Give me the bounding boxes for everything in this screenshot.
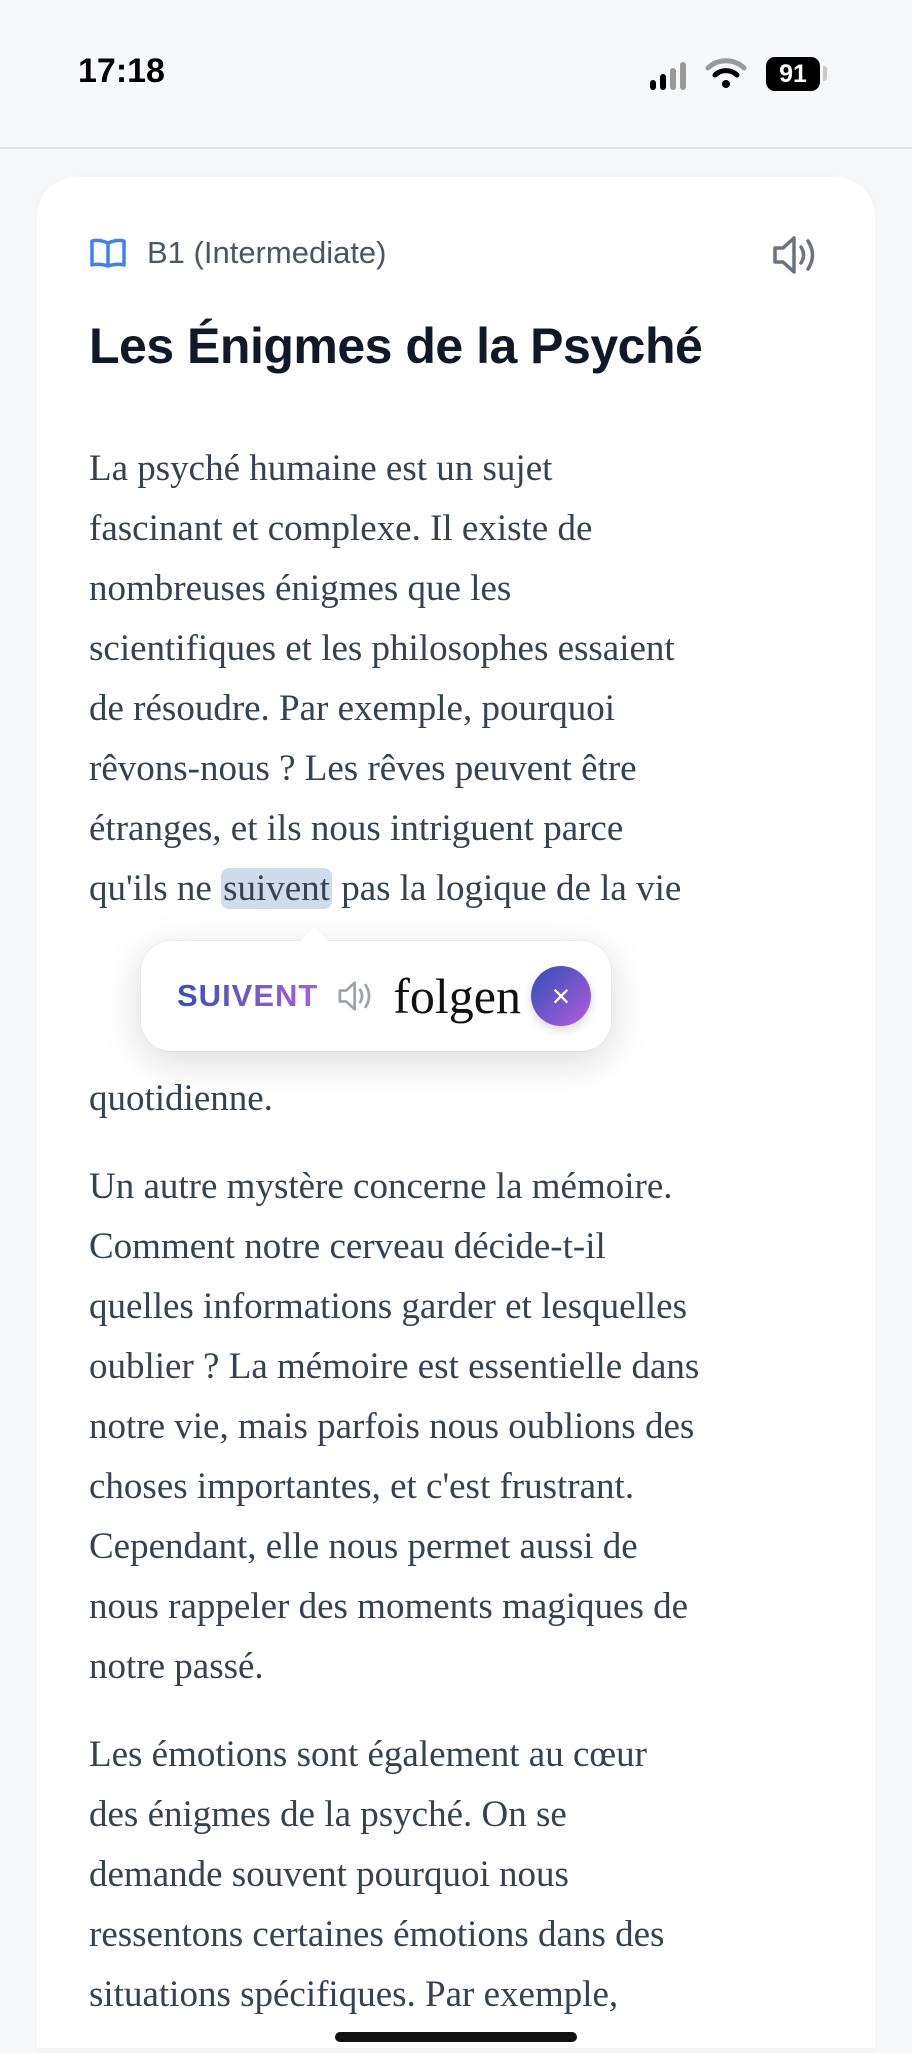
text-line: nombreuses énigmes que les: [89, 568, 512, 609]
story-title: Les Énigmes de la Psyché: [89, 318, 703, 374]
text-line: choses importantes, et c'est frustrant.: [89, 1466, 635, 1507]
text-line: demande souvent pourquoi nous: [89, 1854, 569, 1895]
translation-popup: [141, 941, 611, 1051]
highlighted-word[interactable]: suivent: [223, 868, 330, 909]
paragraph-3: [89, 1725, 869, 2025]
text-line: nous rappeler des moments magiques de: [89, 1586, 689, 1627]
signal-icon: [650, 60, 686, 90]
text-line: Les émotions sont également au cœur: [89, 1734, 647, 1775]
text-line: scientifiques et les philosophes essaient: [89, 628, 675, 669]
level-label: [89, 235, 387, 271]
text-line: ressentons certaines émotions dans des: [89, 1914, 665, 1955]
book-icon: [89, 237, 127, 269]
text-fragment: qu'ils ne: [89, 868, 222, 909]
story-card: [37, 177, 875, 2048]
text-line: Cependant, elle nous permet aussi de: [89, 1526, 638, 1567]
battery-tip: [823, 66, 827, 81]
popup-word: SUIVENT: [177, 978, 319, 1013]
wifi-icon: [705, 56, 747, 90]
text-line: rêvons-nous ? Les rêves peuvent être: [89, 748, 637, 789]
text-line: des énigmes de la psyché. On se: [89, 1794, 567, 1835]
speaker-icon[interactable]: [770, 233, 820, 277]
paragraph-1: [89, 439, 869, 1129]
status-time: 17:18: [78, 52, 165, 90]
text-line: situations spécifiques. Par exemple,: [89, 1974, 619, 2015]
text-line: La psyché humaine est un sujet: [89, 448, 553, 489]
text-line: fascinant et complexe. Il existe de: [89, 508, 593, 549]
text-line: étranges, et ils nous intriguent parce: [89, 808, 624, 849]
text-line: de résoudre. Par exemple, pourquoi: [89, 688, 616, 729]
popup-translation: folgen: [393, 968, 521, 1024]
paragraph-2: [89, 1157, 869, 1697]
level-text: B1 (Intermediate): [147, 235, 387, 270]
text-line: [89, 859, 869, 919]
story-body: [89, 439, 869, 2053]
text-line: Comment notre cerveau décide-t-il: [89, 1226, 606, 1267]
text-line: oublier ? La mémoire est essentielle dans: [89, 1346, 700, 1387]
text-line: quotidienne.: [89, 1078, 273, 1119]
home-indicator[interactable]: [335, 2032, 577, 2042]
text-line: notre vie, mais parfois nous oublions des: [89, 1406, 695, 1447]
speaker-icon[interactable]: [336, 978, 375, 1014]
text-fragment: pas la logique de la vie: [331, 868, 682, 909]
status-bar: [0, 0, 912, 149]
close-popup-button[interactable]: ×: [531, 966, 591, 1026]
text-line: notre passé.: [89, 1646, 264, 1687]
text-line: quelles informations garder et lesquelles: [89, 1286, 687, 1327]
battery-icon: 91: [766, 57, 820, 91]
text-line: Un autre mystère concerne la mémoire.: [89, 1166, 673, 1207]
